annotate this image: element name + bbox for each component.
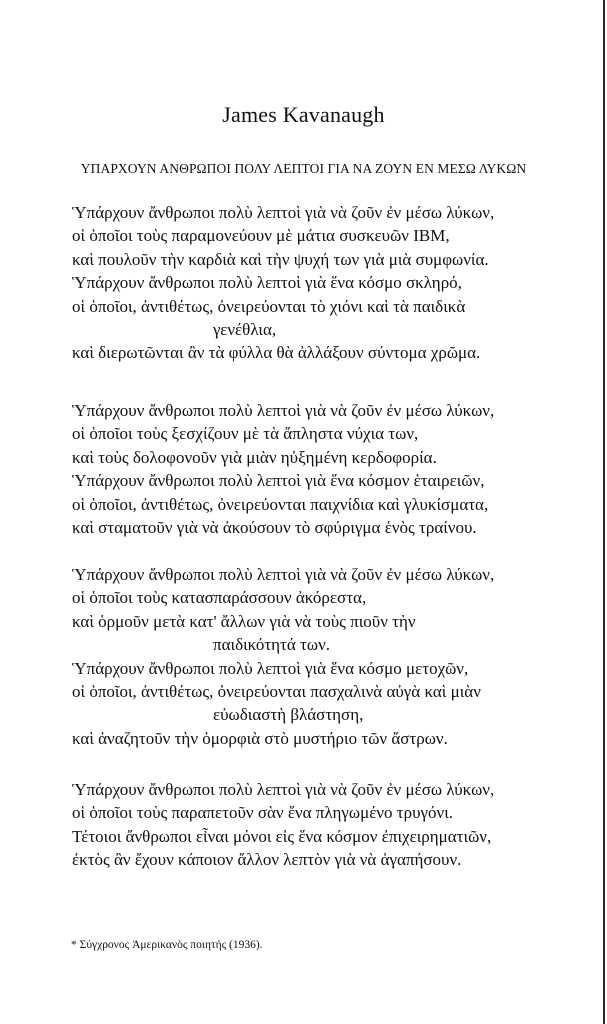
author-name: James Kavanaugh <box>222 102 385 127</box>
poem-line: οἱ ὁποῖοι, ἀντιθέτως, ὀνειρεύονται πασχαλινὰ αὐγὰ καὶ μιὰν <box>72 682 481 702</box>
poem-line: οἱ ὁποῖοι τοὺς παραμονεύουν μὲ μάτια συσκευῶν IBM, <box>72 226 450 246</box>
poem-line: Ὑπάρχουν ἄνθρωποι πολὺ λεπτοὶ γιὰ ἕνα κόσμον ἑταιρειῶν, <box>72 471 485 491</box>
poem-line-continuation: εὐωδιαστὴ βλάστηση, <box>213 705 364 725</box>
poem-line: καὶ τοὺς δολοφονοῦν γιὰ μιὰν ηὐξημένη κερδοφορία. <box>72 447 437 467</box>
poem-line: οἱ ὁποῖοι τοὺς κατασπαράσσουν ἀκόρεστα, <box>72 588 367 608</box>
poem-line: Ὑπάρχουν ἄνθρωποι πολὺ λεπτοὶ γιὰ ἕνα κόσμο σκληρό, <box>72 273 462 293</box>
stanza-1 <box>72 201 592 365</box>
stanza-2 <box>72 399 592 539</box>
poem-title: ΥΠΑΡΧΟΥΝ ΑΝΘΡΩΠΟΙ ΠΟΛΥ ΛΕΠΤΟΙ ΓΙΑ ΝΑ ΖΟΥΝ ΕΝ ΜΕΣΩ ΛΥΚΩΝ <box>80 161 527 176</box>
poem-line: Ὑπάρχουν ἄνθρωποι πολὺ λεπτοὶ γιὰ νὰ ζοῦν ἐν μέσω λύκων, <box>72 203 495 222</box>
poem-line: Ὑπάρχουν ἄνθρωποι πολὺ λεπτοὶ γιὰ νὰ ζοῦν ἐν μέσω λύκων, <box>72 780 495 799</box>
poem-line-continuation: γενέθλια, <box>213 320 277 340</box>
poem-line: καὶ διερωτῶνται ἂν τὰ φύλλα θὰ ἀλλάξουν σύντομα χρῶμα. <box>72 343 481 363</box>
footnote: * Σύγχρονος Ἀμερικανὸς ποιητής (1936). <box>71 939 263 951</box>
poem-line: ἐκτὸς ἂν ἔχουν κάποιον ἄλλον λεπτὸν γιὰ νὰ ἀγαπήσουν. <box>72 850 462 870</box>
scan-edge-line <box>603 0 605 1024</box>
poem-line: καὶ ὁρμοῦν μετὰ κατ' ἄλλων γιὰ νὰ τοὺς πιοῦν τὴν <box>72 611 416 631</box>
poem-line-continuation: παιδικότητά των. <box>213 635 331 655</box>
poem-line: Ὑπάρχουν ἄνθρωποι πολὺ λεπτοὶ γιὰ ἕνα κόσμο μετοχῶν, <box>72 658 469 678</box>
stanza-4 <box>72 778 592 872</box>
poem-line: Τέτοιοι ἄνθρωποι εἶναι μόνοι εἰς ἕνα κόσμον ἐπιχειρηματιῶν, <box>72 826 492 846</box>
stanza-3 <box>72 563 592 750</box>
poem-line: οἱ ὁποῖοι, ἀντιθέτως, ὀνειρεύονται παιχνίδια καὶ γλυκίσματα, <box>72 494 489 514</box>
poem-line: οἱ ὁποῖοι τοὺς παραπετοῦν σὰν ἕνα πληγωμένο τρυγόνι. <box>72 803 454 823</box>
poem-line: οἱ ὁποῖοι τοὺς ξεσχίζουν μὲ τὰ ἄπληστα νύχια των, <box>72 424 419 444</box>
poem-line: Ὑπάρχουν ἄνθρωποι πολὺ λεπτοὶ γιὰ νὰ ζοῦν ἐν μέσω λύκων, <box>72 401 495 420</box>
poem-line: καὶ πουλοῦν τὴν καρδιὰ καὶ τὴν ψυχή των γιὰ μιὰ συμφωνία. <box>72 249 489 269</box>
poem-line: οἱ ὁποῖοι, ἀντιθέτως, ὀνειρεύονται τὸ χιόνι καὶ τὰ παιδικὰ <box>72 296 466 316</box>
poem-line: καὶ σταματοῦν γιὰ νὰ ἀκούσουν τὸ σφύριγμα ἑνὸς τραίνου. <box>72 518 477 538</box>
poem-line: καὶ ἀναζητοῦν τὴν ὀμορφιὰ στὸ μυστήριο τῶν ἄστρων. <box>72 728 448 748</box>
poem-line: Ὑπάρχουν ἄνθρωποι πολὺ λεπτοὶ γιὰ νὰ ζοῦν ἐν μέσω λύκων, <box>72 565 495 584</box>
